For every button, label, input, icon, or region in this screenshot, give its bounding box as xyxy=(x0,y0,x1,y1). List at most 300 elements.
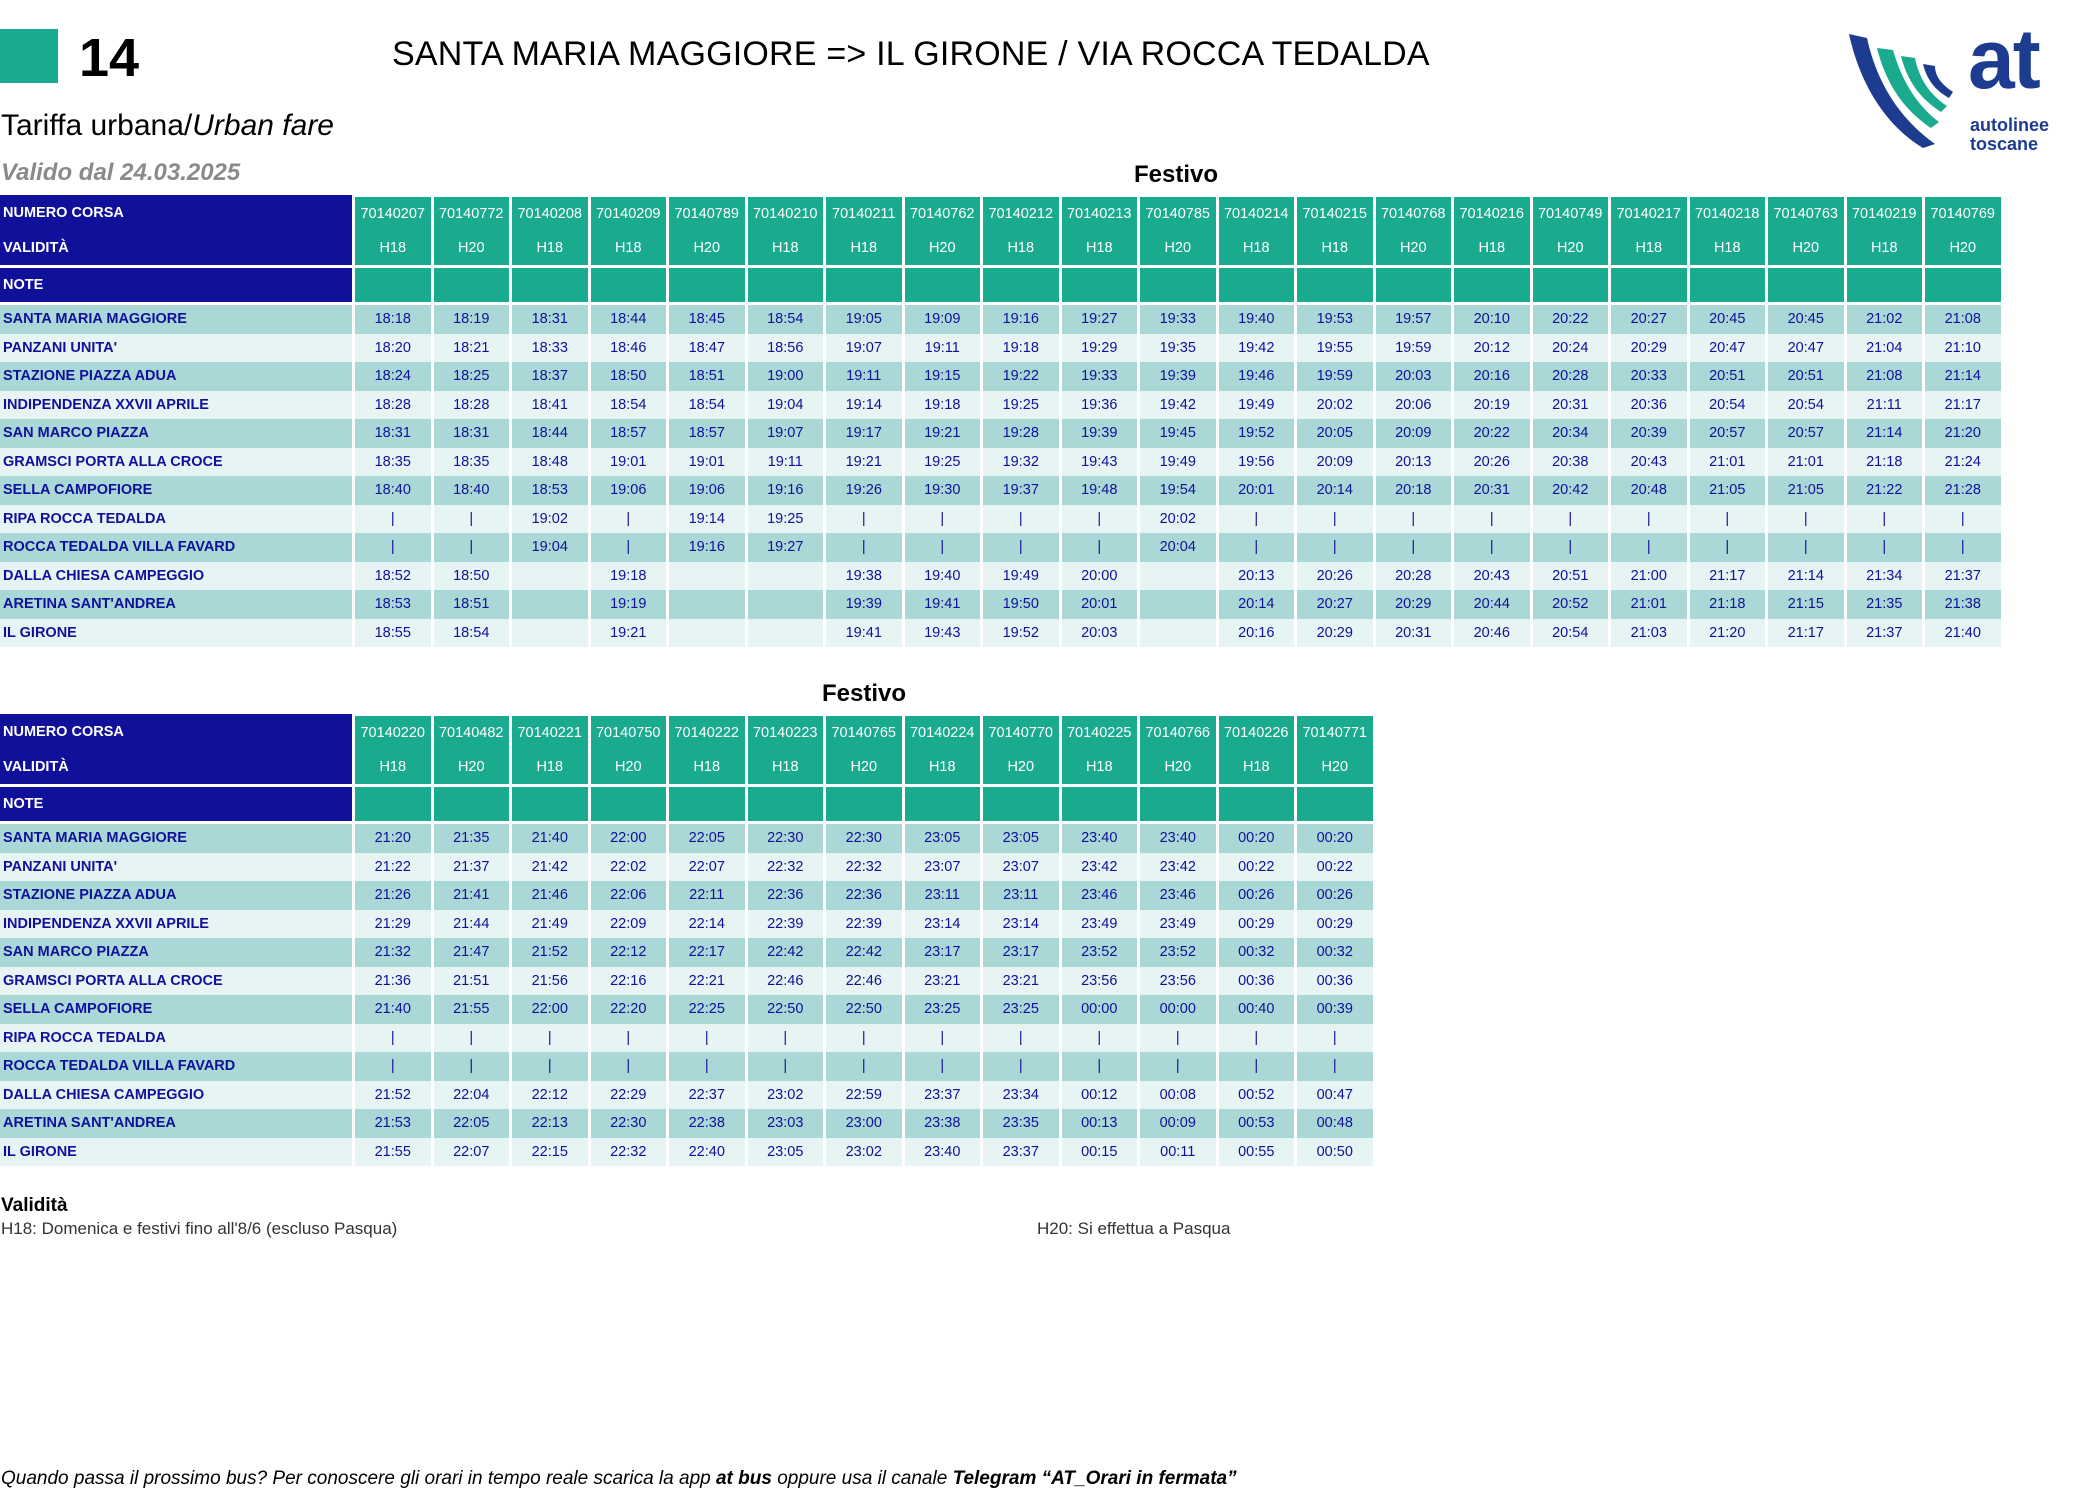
validity-cell: H18 xyxy=(1847,231,1923,265)
time-cell: 00:52 xyxy=(1219,1081,1295,1110)
time-cell: 20:05 xyxy=(1297,419,1373,448)
time-cell: 18:35 xyxy=(355,448,431,477)
fare-label-it: Tariffa urbana/ xyxy=(1,109,193,142)
trip-number-cell: 70140211 xyxy=(826,195,902,231)
validity-cell: H18 xyxy=(1062,750,1138,784)
validity-cell: H18 xyxy=(591,231,667,265)
time-cell: 21:20 xyxy=(355,824,431,853)
time-cell: | xyxy=(1533,533,1609,562)
time-cell: 22:07 xyxy=(434,1138,510,1167)
time-cell: 20:54 xyxy=(1690,391,1766,420)
time-cell: | xyxy=(1062,505,1138,534)
trip-number-label: NUMERO CORSA xyxy=(0,714,352,750)
time-cell: 00:36 xyxy=(1297,967,1373,996)
time-cell: 22:00 xyxy=(591,824,667,853)
time-cell: 22:39 xyxy=(748,910,824,939)
stop-row xyxy=(0,533,2001,562)
time-cell: 20:57 xyxy=(1768,419,1844,448)
time-cell: 19:48 xyxy=(1062,476,1138,505)
note-cell xyxy=(983,268,1059,302)
validity-cell: H18 xyxy=(748,231,824,265)
stop-name: GRAMSCI PORTA ALLA CROCE xyxy=(0,967,352,996)
time-cell: 19:39 xyxy=(1140,362,1216,391)
time-cell: 20:01 xyxy=(1062,590,1138,619)
time-cell: 23:05 xyxy=(905,824,981,853)
trip-number-cell: 70140766 xyxy=(1140,714,1216,750)
time-cell: 18:19 xyxy=(434,305,510,334)
stop-name: DALLA CHIESA CAMPEGGIO xyxy=(0,562,352,591)
time-cell: 20:03 xyxy=(1062,619,1138,648)
time-cell: 00:20 xyxy=(1297,824,1373,853)
time-cell: 19:25 xyxy=(748,505,824,534)
time-cell: | xyxy=(1454,533,1530,562)
trip-number-cell: 70140772 xyxy=(434,195,510,231)
stop-row xyxy=(0,305,2001,334)
time-cell: 20:46 xyxy=(1454,619,1530,648)
stop-name: RIPA ROCCA TEDALDA xyxy=(0,505,352,534)
stop-row xyxy=(0,391,2001,420)
time-cell: | xyxy=(1219,533,1295,562)
time-cell: 19:05 xyxy=(826,305,902,334)
footer-note xyxy=(1,1468,1237,1490)
time-cell: 20:31 xyxy=(1376,619,1452,648)
trip-number-cell: 70140217 xyxy=(1611,195,1687,231)
stop-row xyxy=(0,910,1373,939)
stop-row xyxy=(0,562,2001,591)
time-cell: 22:42 xyxy=(748,938,824,967)
validity-cell: H18 xyxy=(1454,231,1530,265)
trip-number-cell: 70140223 xyxy=(748,714,824,750)
time-cell: 19:11 xyxy=(905,334,981,363)
time-cell: 19:40 xyxy=(905,562,981,591)
time-cell: 20:09 xyxy=(1297,448,1373,477)
trip-number-cell: 70140222 xyxy=(669,714,745,750)
note-cell xyxy=(1847,268,1923,302)
note-cell xyxy=(905,268,981,302)
note-cell xyxy=(669,787,745,821)
time-cell: 00:11 xyxy=(1140,1138,1216,1167)
time-cell: 21:40 xyxy=(355,995,431,1024)
time-cell: | xyxy=(905,505,981,534)
validity-cell: H20 xyxy=(983,750,1059,784)
time-cell: 21:22 xyxy=(1847,476,1923,505)
time-cell: 22:29 xyxy=(591,1081,667,1110)
stop-name: ARETINA SANT'ANDREA xyxy=(0,1109,352,1138)
time-cell: 21:10 xyxy=(1925,334,2001,363)
time-cell: 22:37 xyxy=(669,1081,745,1110)
trip-number-cell: 70140221 xyxy=(512,714,588,750)
time-cell: 23:11 xyxy=(983,881,1059,910)
note-cell xyxy=(591,268,667,302)
time-cell: 00:32 xyxy=(1219,938,1295,967)
time-cell: 00:12 xyxy=(1062,1081,1138,1110)
time-cell: 20:13 xyxy=(1219,562,1295,591)
time-cell: 23:25 xyxy=(905,995,981,1024)
time-cell: 19:43 xyxy=(905,619,981,648)
time-cell: 20:39 xyxy=(1611,419,1687,448)
time-cell: 23:21 xyxy=(983,967,1059,996)
time-cell: 23:37 xyxy=(983,1138,1059,1167)
time-cell: 19:40 xyxy=(1219,305,1295,334)
logo-line1: autolinee xyxy=(1970,115,2050,135)
time-cell: 18:50 xyxy=(591,362,667,391)
trip-number-cell: 70140219 xyxy=(1847,195,1923,231)
trip-number-cell: 70140213 xyxy=(1062,195,1138,231)
time-cell: 22:32 xyxy=(826,853,902,882)
time-cell: 18:55 xyxy=(355,619,431,648)
time-cell: 21:26 xyxy=(355,881,431,910)
stop-row xyxy=(0,362,2001,391)
time-cell: 20:10 xyxy=(1454,305,1530,334)
stop-row xyxy=(0,419,2001,448)
stop-name: IL GIRONE xyxy=(0,1138,352,1167)
validity-row xyxy=(0,750,1373,784)
validity-cell: H20 xyxy=(1140,750,1216,784)
timetable-2 xyxy=(0,714,1376,1166)
time-cell: 20:19 xyxy=(1454,391,1530,420)
time-cell: 20:00 xyxy=(1062,562,1138,591)
time-cell: | xyxy=(1219,1052,1295,1081)
time-cell: 19:41 xyxy=(826,619,902,648)
time-cell: 21:20 xyxy=(1925,419,2001,448)
note-cell xyxy=(1297,268,1373,302)
time-cell: 19:06 xyxy=(591,476,667,505)
time-cell: 20:03 xyxy=(1376,362,1452,391)
stop-name: STAZIONE PIAZZA ADUA xyxy=(0,881,352,910)
time-cell: 23:17 xyxy=(983,938,1059,967)
stop-name: PANZANI UNITA' xyxy=(0,334,352,363)
time-cell: 19:14 xyxy=(669,505,745,534)
stop-row xyxy=(0,881,1373,910)
timetable-1 xyxy=(0,195,2004,647)
note-cell xyxy=(1140,787,1216,821)
time-cell: 20:51 xyxy=(1768,362,1844,391)
time-cell: | xyxy=(355,533,431,562)
time-cell: 22:05 xyxy=(434,1109,510,1138)
trip-number-cell: 70140210 xyxy=(748,195,824,231)
note-cell xyxy=(826,787,902,821)
time-cell: 20:29 xyxy=(1376,590,1452,619)
time-cell: 20:51 xyxy=(1533,562,1609,591)
time-cell: 21:15 xyxy=(1768,590,1844,619)
time-cell: 21:03 xyxy=(1611,619,1687,648)
stop-name: PANZANI UNITA' xyxy=(0,853,352,882)
time-cell: | xyxy=(434,533,510,562)
time-cell: 21:04 xyxy=(1847,334,1923,363)
time-cell: 19:07 xyxy=(826,334,902,363)
trip-number-cell: 70140765 xyxy=(826,714,902,750)
time-cell: 23:52 xyxy=(1140,938,1216,967)
time-cell: 18:41 xyxy=(512,391,588,420)
time-cell: 21:28 xyxy=(1925,476,2001,505)
time-cell: 20:42 xyxy=(1533,476,1609,505)
time-cell: 19:56 xyxy=(1219,448,1295,477)
time-cell: 20:02 xyxy=(1297,391,1373,420)
note-cell xyxy=(905,787,981,821)
time-cell: 22:05 xyxy=(669,824,745,853)
trip-number-cell: 70140768 xyxy=(1376,195,1452,231)
time-cell: 20:57 xyxy=(1690,419,1766,448)
time-cell: 19:49 xyxy=(1219,391,1295,420)
time-cell: 18:56 xyxy=(748,334,824,363)
trip-number-cell: 70140769 xyxy=(1925,195,2001,231)
time-cell: 19:26 xyxy=(826,476,902,505)
time-cell xyxy=(1140,562,1216,591)
logo-subtitle xyxy=(1970,116,2049,154)
time-cell: 18:54 xyxy=(748,305,824,334)
trip-number-cell: 70140225 xyxy=(1062,714,1138,750)
time-cell: 20:18 xyxy=(1376,476,1452,505)
trip-number-cell: 70140763 xyxy=(1768,195,1844,231)
time-cell: | xyxy=(669,1052,745,1081)
time-cell: 20:14 xyxy=(1219,590,1295,619)
time-cell: | xyxy=(1847,533,1923,562)
time-cell: 22:30 xyxy=(748,824,824,853)
time-cell: 19:11 xyxy=(748,448,824,477)
note-label: NOTE xyxy=(0,268,352,302)
time-cell xyxy=(748,619,824,648)
note-cell xyxy=(1611,268,1687,302)
time-cell: | xyxy=(1219,1024,1295,1053)
footer-part1: Quando passa il prossimo bus? Per conoscere gli orari in tempo reale scarica la app xyxy=(1,1468,716,1489)
time-cell: 22:36 xyxy=(748,881,824,910)
time-cell: 19:21 xyxy=(591,619,667,648)
note-cell xyxy=(434,787,510,821)
time-cell: | xyxy=(669,1024,745,1053)
time-cell: 21:11 xyxy=(1847,391,1923,420)
time-cell: | xyxy=(434,1052,510,1081)
time-cell: 20:45 xyxy=(1768,305,1844,334)
validity-cell: H20 xyxy=(1533,231,1609,265)
note-cell xyxy=(1062,268,1138,302)
time-cell: 19:18 xyxy=(983,334,1059,363)
note-cell xyxy=(669,268,745,302)
stop-name: ARETINA SANT'ANDREA xyxy=(0,590,352,619)
validity-cell: H18 xyxy=(748,750,824,784)
time-cell: 19:01 xyxy=(669,448,745,477)
time-cell: | xyxy=(1062,533,1138,562)
trip-number-cell: 70140771 xyxy=(1297,714,1373,750)
validity-label: VALIDITÀ xyxy=(0,750,352,784)
stop-row xyxy=(0,505,2001,534)
time-cell: 19:52 xyxy=(1219,419,1295,448)
time-cell: 19:33 xyxy=(1140,305,1216,334)
time-cell: 20:47 xyxy=(1690,334,1766,363)
time-cell xyxy=(748,562,824,591)
time-cell: 21:46 xyxy=(512,881,588,910)
time-cell: 18:45 xyxy=(669,305,745,334)
time-cell: | xyxy=(826,505,902,534)
time-cell: 22:42 xyxy=(826,938,902,967)
time-cell: 19:53 xyxy=(1297,305,1373,334)
stop-row xyxy=(0,938,1373,967)
time-cell: 20:48 xyxy=(1611,476,1687,505)
time-cell: 21:01 xyxy=(1690,448,1766,477)
time-cell: 19:25 xyxy=(983,391,1059,420)
trip-number-cell: 70140207 xyxy=(355,195,431,231)
time-cell: 23:34 xyxy=(983,1081,1059,1110)
time-cell: 00:26 xyxy=(1297,881,1373,910)
time-cell: 00:13 xyxy=(1062,1109,1138,1138)
time-cell: 20:01 xyxy=(1219,476,1295,505)
stop-row xyxy=(0,590,2001,619)
time-cell: 00:15 xyxy=(1062,1138,1138,1167)
time-cell: 00:50 xyxy=(1297,1138,1373,1167)
trip-number-label: NUMERO CORSA xyxy=(0,195,352,231)
time-cell: 22:17 xyxy=(669,938,745,967)
time-cell xyxy=(1140,590,1216,619)
note-cell xyxy=(1533,268,1609,302)
time-cell: 22:06 xyxy=(591,881,667,910)
note-cell xyxy=(355,268,431,302)
trip-number-cell: 70140226 xyxy=(1219,714,1295,750)
time-cell: 21:51 xyxy=(434,967,510,996)
time-cell: 18:37 xyxy=(512,362,588,391)
time-cell: 22:32 xyxy=(591,1138,667,1167)
time-cell xyxy=(748,590,824,619)
time-cell: 20:33 xyxy=(1611,362,1687,391)
time-cell: 19:46 xyxy=(1219,362,1295,391)
time-cell: 18:44 xyxy=(512,419,588,448)
time-cell: 21:44 xyxy=(434,910,510,939)
time-cell: | xyxy=(512,1052,588,1081)
time-cell: | xyxy=(355,505,431,534)
time-cell: 00:22 xyxy=(1219,853,1295,882)
time-cell: | xyxy=(1454,505,1530,534)
time-cell: 19:43 xyxy=(1062,448,1138,477)
time-cell: 00:09 xyxy=(1140,1109,1216,1138)
time-cell: 21:53 xyxy=(355,1109,431,1138)
time-cell: 23:37 xyxy=(905,1081,981,1110)
time-cell: 18:48 xyxy=(512,448,588,477)
note-cell xyxy=(826,268,902,302)
time-cell: 19:02 xyxy=(512,505,588,534)
time-cell: 21:18 xyxy=(1690,590,1766,619)
stop-row xyxy=(0,1109,1373,1138)
time-cell: 18:53 xyxy=(512,476,588,505)
trip-number-cell: 70140749 xyxy=(1533,195,1609,231)
validity-cell: H18 xyxy=(1611,231,1687,265)
validity-cell: H18 xyxy=(355,231,431,265)
time-cell: 19:09 xyxy=(905,305,981,334)
time-cell: 20:38 xyxy=(1533,448,1609,477)
trip-number-cell: 70140214 xyxy=(1219,195,1295,231)
time-cell: 21:37 xyxy=(1847,619,1923,648)
note-cell xyxy=(1454,268,1530,302)
time-cell: 23:52 xyxy=(1062,938,1138,967)
note-cell xyxy=(512,268,588,302)
time-cell: 19:06 xyxy=(669,476,745,505)
time-cell: 19:30 xyxy=(905,476,981,505)
stop-name: SANTA MARIA MAGGIORE xyxy=(0,305,352,334)
time-cell: 21:34 xyxy=(1847,562,1923,591)
time-cell: 21:35 xyxy=(1847,590,1923,619)
time-cell: 19:49 xyxy=(983,562,1059,591)
note-cell xyxy=(1297,787,1373,821)
time-cell: | xyxy=(983,1052,1059,1081)
time-cell: 20:22 xyxy=(1533,305,1609,334)
time-cell: 19:18 xyxy=(905,391,981,420)
time-cell: 18:33 xyxy=(512,334,588,363)
time-cell: 19:39 xyxy=(826,590,902,619)
time-cell: 19:14 xyxy=(826,391,902,420)
time-cell: 22:07 xyxy=(669,853,745,882)
time-cell: 22:00 xyxy=(512,995,588,1024)
time-cell: 20:27 xyxy=(1297,590,1373,619)
time-cell: 22:50 xyxy=(826,995,902,1024)
time-cell: 19:59 xyxy=(1376,334,1452,363)
note-cell xyxy=(1140,268,1216,302)
time-cell: 21:17 xyxy=(1690,562,1766,591)
logo-wordmark: at xyxy=(1968,12,2039,106)
logo-line2: toscane xyxy=(1970,134,2039,154)
time-cell: 18:54 xyxy=(591,391,667,420)
time-cell: 19:29 xyxy=(1062,334,1138,363)
time-cell: 23:05 xyxy=(748,1138,824,1167)
time-cell: | xyxy=(1376,533,1452,562)
note-row xyxy=(0,787,1373,821)
validity-cell: H18 xyxy=(826,231,902,265)
time-cell: | xyxy=(1690,533,1766,562)
time-cell: 23:49 xyxy=(1062,910,1138,939)
validity-cell: H18 xyxy=(512,231,588,265)
time-cell: 20:06 xyxy=(1376,391,1452,420)
validity-cell: H18 xyxy=(512,750,588,784)
valid-from: Valido dal 24.03.2025 xyxy=(1,159,241,186)
time-cell: 19:42 xyxy=(1219,334,1295,363)
fare-label xyxy=(1,108,334,144)
time-cell: 00:20 xyxy=(1219,824,1295,853)
time-cell: 22:50 xyxy=(748,995,824,1024)
stop-row xyxy=(0,334,2001,363)
time-cell: 00:00 xyxy=(1062,995,1138,1024)
time-cell: 22:36 xyxy=(826,881,902,910)
time-cell: 23:14 xyxy=(983,910,1059,939)
time-cell: | xyxy=(1297,505,1373,534)
time-cell: 21:52 xyxy=(355,1081,431,1110)
trip-number-cell: 70140209 xyxy=(591,195,667,231)
time-cell: 21:56 xyxy=(512,967,588,996)
time-cell: 21:47 xyxy=(434,938,510,967)
time-cell xyxy=(1140,619,1216,648)
time-cell: 19:37 xyxy=(983,476,1059,505)
time-cell: 23:14 xyxy=(905,910,981,939)
trip-number-cell: 70140750 xyxy=(591,714,667,750)
validity-cell: H20 xyxy=(1140,231,1216,265)
note-cell xyxy=(1219,787,1295,821)
time-cell: 00:39 xyxy=(1297,995,1373,1024)
validity-label: VALIDITÀ xyxy=(0,231,352,265)
time-cell: 19:49 xyxy=(1140,448,1216,477)
time-cell: | xyxy=(826,1024,902,1053)
time-cell: 20:28 xyxy=(1376,562,1452,591)
time-cell: | xyxy=(748,1024,824,1053)
time-cell: 18:40 xyxy=(355,476,431,505)
stop-name: SELLA CAMPOFIORE xyxy=(0,476,352,505)
trip-number-cell: 70140212 xyxy=(983,195,1059,231)
stop-row xyxy=(0,476,2001,505)
validity-cell: H20 xyxy=(905,231,981,265)
stop-row xyxy=(0,1138,1373,1167)
time-cell: 22:30 xyxy=(826,824,902,853)
stop-row xyxy=(0,1081,1373,1110)
time-cell: 19:32 xyxy=(983,448,1059,477)
time-cell: 21:14 xyxy=(1925,362,2001,391)
time-cell: 21:41 xyxy=(434,881,510,910)
time-cell: 00:26 xyxy=(1219,881,1295,910)
validity-cell: H20 xyxy=(1768,231,1844,265)
time-cell: 20:13 xyxy=(1376,448,1452,477)
